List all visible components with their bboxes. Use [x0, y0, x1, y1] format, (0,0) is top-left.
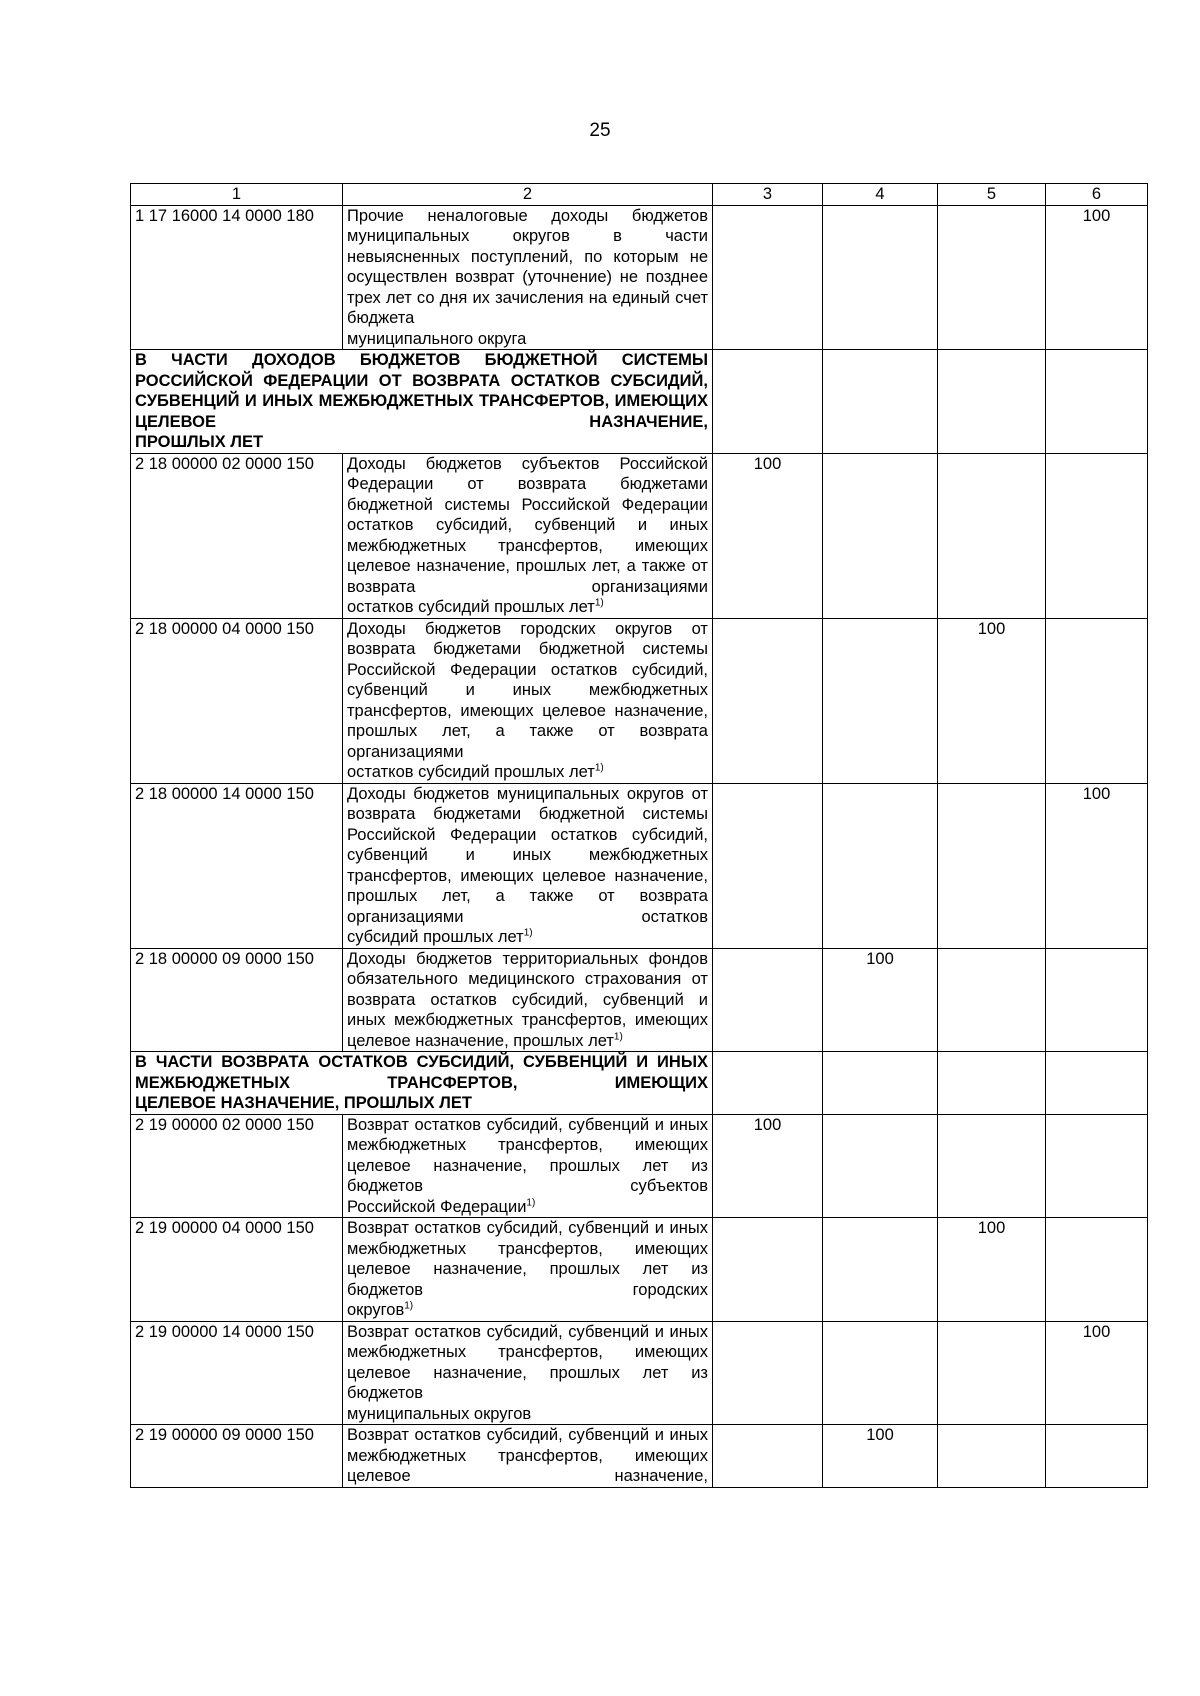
revenue-description — [343, 453, 713, 618]
description-last-line: остатков субсидий прошлых лет — [347, 598, 595, 616]
description-text: Доходы бюджетов субъектов Российской Федерации от возврата бюджетами бюджетной системы Российской Федерации остатков субсидий, субвенций и иных межбюджетных трансфертов, имеющих целевое назначение, прошлых лет, а также от возврата организациями — [347, 454, 708, 596]
revenue-description — [343, 948, 713, 1052]
table-row — [131, 205, 1148, 350]
description-text: Возврат остатков субсидий, субвенций и иных межбюджетных трансфертов, имеющих целевое назначение, прошлых лет из бюджетов городских — [347, 1219, 708, 1299]
value-cell — [823, 1052, 938, 1115]
distribution-percent-col-5 — [938, 783, 1046, 948]
distribution-percent-col-5 — [938, 453, 1046, 618]
distribution-percent-col-5 — [938, 1425, 1046, 1488]
section-header-row — [131, 1052, 1148, 1115]
description-last-line: Российской Федерации — [347, 1197, 527, 1216]
column-number-header: 3 — [713, 184, 823, 206]
table-row — [131, 1321, 1148, 1425]
section-title-text-end: ЦЕЛЕВОЕ НАЗНАЧЕНИЕ, ПРОШЛЫХ ЛЕТ — [135, 1094, 472, 1112]
revenue-description — [343, 1321, 713, 1425]
distribution-percent-col-4 — [823, 1321, 938, 1425]
distribution-percent-col-6 — [1046, 1425, 1148, 1488]
description-last-line: муниципального округа — [347, 329, 527, 348]
page-number: 25 — [589, 120, 611, 141]
revenue-description — [343, 1218, 713, 1322]
description-last-line: муниципальных округов — [347, 1404, 532, 1423]
table-row — [131, 618, 1148, 783]
value-cell — [938, 350, 1046, 454]
footnote-marker: 1) — [613, 1031, 623, 1042]
revenue-description — [343, 618, 713, 783]
table-row — [131, 1425, 1148, 1488]
distribution-percent-col-4: 100 — [823, 1425, 938, 1488]
table-row — [131, 783, 1148, 948]
value-cell — [713, 1052, 823, 1115]
description-last-line: остатков субсидий прошлых лет — [347, 763, 595, 781]
distribution-percent-col-6 — [1046, 1114, 1148, 1218]
budget-classification-code: 2 18 00000 09 0000 150 — [131, 948, 343, 1052]
description-text: Возврат остатков субсидий, субвенций и иных межбюджетных трансфертов, имеющих целевое назначение, — [347, 1426, 708, 1485]
description-text-end — [347, 762, 708, 783]
section-title-text: В ЧАСТИ ВОЗВРАТА ОСТАТКОВ СУБСИДИЙ, СУБВЕНЦИЙ И ИНЫХ МЕЖБЮДЖЕТНЫХ ТРАНСФЕРТОВ, ИМЕЮЩИХ — [135, 1053, 708, 1092]
distribution-percent-col-6 — [1046, 618, 1148, 783]
description-text-end — [347, 1031, 708, 1052]
budget-classification-code: 1 17 16000 14 0000 180 — [131, 205, 343, 350]
column-number-header: 4 — [823, 184, 938, 206]
value-cell — [1046, 1052, 1148, 1115]
description-last-line: субсидий прошлых лет — [347, 928, 524, 946]
distribution-percent-col-4: 100 — [823, 948, 938, 1052]
footnote-marker: 1) — [526, 1197, 536, 1208]
footnote-marker: 1) — [594, 762, 604, 774]
section-title-text-end: ПРОШЛЫХ ЛЕТ — [135, 433, 264, 451]
column-number-header: 5 — [938, 184, 1046, 206]
distribution-percent-col-5 — [938, 948, 1046, 1052]
distribution-percent-col-3 — [713, 205, 823, 350]
section-title-text: В ЧАСТИ ДОХОДОВ БЮДЖЕТОВ БЮДЖЕТНОЙ СИСТЕМЫ РОССИЙСКОЙ ФЕДЕРАЦИИ ОТ ВОЗВРАТА ОСТАТКОВ СУБСИДИЙ, СУБВЕНЦИЙ И ИНЫХ МЕЖБЮДЖЕТНЫХ ТРАНСФЕРТОВ, ИМЕЮЩИХ ЦЕЛЕВОЕ НАЗНАЧЕНИЕ, — [135, 351, 708, 431]
distribution-percent-col-5 — [938, 205, 1046, 350]
distribution-percent-col-4 — [823, 618, 938, 783]
value-cell — [1046, 350, 1148, 454]
distribution-percent-col-6: 100 — [1046, 783, 1148, 948]
column-number-header: 6 — [1046, 184, 1148, 206]
distribution-percent-col-4 — [823, 783, 938, 948]
distribution-percent-col-6 — [1046, 453, 1148, 618]
distribution-percent-col-4 — [823, 205, 938, 350]
budget-classification-code: 2 19 00000 09 0000 150 — [131, 1425, 343, 1488]
table-row — [131, 948, 1148, 1052]
budget-classification-code: 2 19 00000 14 0000 150 — [131, 1321, 343, 1425]
description-last-line: целевое назначение, прошлых лет — [347, 1031, 614, 1050]
section-title — [131, 350, 713, 454]
distribution-percent-col-4 — [823, 453, 938, 618]
distribution-percent-col-3 — [713, 1321, 823, 1425]
value-cell — [938, 1052, 1046, 1115]
revenue-distribution-table — [130, 183, 1148, 1488]
revenue-description — [343, 783, 713, 948]
budget-classification-code: 2 18 00000 02 0000 150 — [131, 453, 343, 618]
distribution-percent-col-3: 100 — [713, 453, 823, 618]
distribution-percent-col-5: 100 — [938, 1218, 1046, 1322]
description-text: Доходы бюджетов городских округов от возврата бюджетами бюджетной системы Российской Федерации остатков субсидий, субвенций и иных межбюджетных трансфертов, имеющих целевое назначение, прошлых лет, а также от возврата организациями — [347, 619, 708, 761]
distribution-percent-col-6 — [1046, 948, 1148, 1052]
description-text: Доходы бюджетов территориальных фондов обязательного медицинского страхования от возврата остатков субсидий, субвенций и иных межбюджетных трансфертов, имеющих — [347, 949, 708, 1029]
table-row — [131, 1218, 1148, 1322]
table-row — [131, 453, 1148, 618]
distribution-percent-col-3: 100 — [713, 1114, 823, 1218]
distribution-percent-col-3 — [713, 948, 823, 1052]
column-number-header: 2 — [343, 184, 713, 206]
column-number-header: 1 — [131, 184, 343, 206]
distribution-percent-col-4 — [823, 1218, 938, 1322]
description-text-end — [347, 1404, 708, 1425]
description-text: Возврат остатков субсидий, субвенций и иных межбюджетных трансфертов, имеющих целевое назначение, прошлых лет из бюджетов — [347, 1322, 708, 1402]
budget-classification-code: 2 18 00000 04 0000 150 — [131, 618, 343, 783]
description-text: Возврат остатков субсидий, субвенций и иных межбюджетных трансфертов, имеющих целевое назначение, прошлых лет из бюджетов субъектов — [347, 1115, 708, 1195]
footnote-marker: 1) — [404, 1300, 414, 1312]
description-text: Доходы бюджетов муниципальных округов от возврата бюджетами бюджетной системы Российской Федерации остатков субсидий, субвенций и иных межбюджетных трансфертов, имеющих целевое назначение, прошлых лет, а также от возврата организациями остатков — [347, 784, 708, 926]
distribution-percent-col-5 — [938, 1114, 1046, 1218]
value-cell — [823, 350, 938, 454]
description-text-end — [347, 597, 708, 618]
description-last-line: округов — [347, 1301, 405, 1319]
revenue-description — [343, 1114, 713, 1218]
description-text-end — [347, 1300, 708, 1321]
footnote-marker: 1) — [594, 597, 604, 609]
distribution-percent-col-4 — [823, 1114, 938, 1218]
budget-classification-code: 2 18 00000 14 0000 150 — [131, 783, 343, 948]
footnote-marker: 1) — [523, 927, 533, 939]
budget-classification-code: 2 19 00000 02 0000 150 — [131, 1114, 343, 1218]
description-text-end — [347, 927, 708, 948]
description-text-end — [347, 329, 708, 350]
description-text-end — [347, 1197, 708, 1218]
value-cell — [713, 350, 823, 454]
section-header-row — [131, 350, 1148, 454]
distribution-percent-col-3 — [713, 618, 823, 783]
table-row — [131, 1114, 1148, 1218]
column-number-header-row — [131, 184, 1148, 206]
distribution-percent-col-5 — [938, 1321, 1046, 1425]
revenue-description — [343, 1425, 713, 1488]
section-title — [131, 1052, 713, 1115]
distribution-percent-col-3 — [713, 1218, 823, 1322]
distribution-percent-col-5: 100 — [938, 618, 1046, 783]
distribution-percent-col-3 — [713, 1425, 823, 1488]
distribution-percent-col-6: 100 — [1046, 205, 1148, 350]
description-text: Прочие неналоговые доходы бюджетов муниципальных округов в части невыясненных поступлений, по которым не осуществлен возврат (уточнение) не позднее трех лет со дня их зачисления на единый счет бюджета — [347, 206, 708, 327]
distribution-percent-col-6: 100 — [1046, 1321, 1148, 1425]
distribution-percent-col-6 — [1046, 1218, 1148, 1322]
budget-classification-code: 2 19 00000 04 0000 150 — [131, 1218, 343, 1322]
revenue-description — [343, 205, 713, 350]
distribution-percent-col-3 — [713, 783, 823, 948]
